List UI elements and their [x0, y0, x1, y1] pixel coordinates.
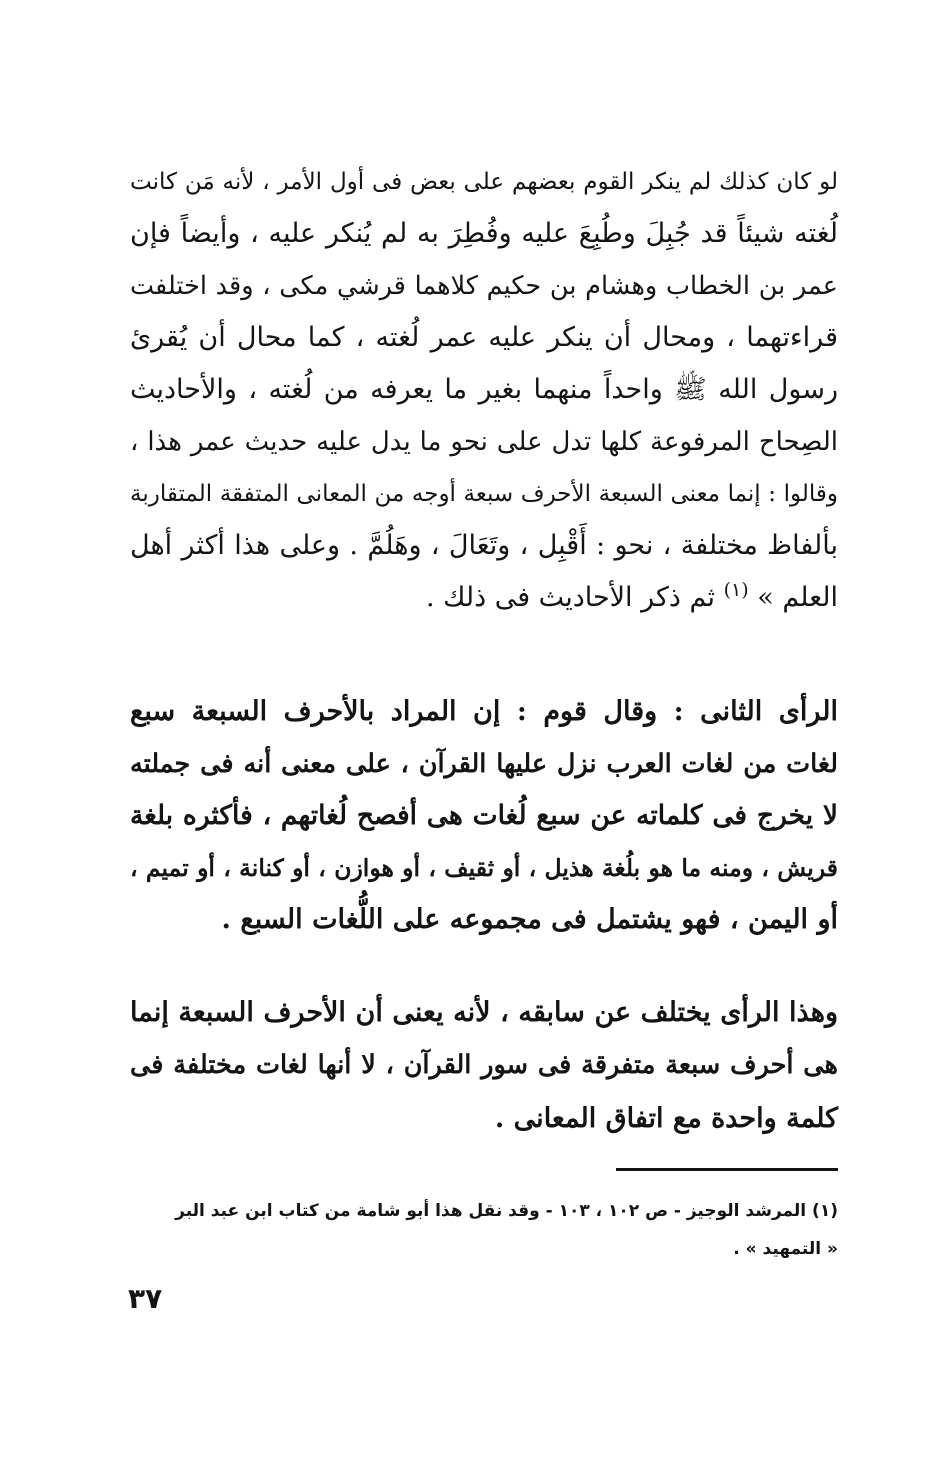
text-line: قريش ، ومنه ما هو بلُغة هذيل ، أو ثقيف ، أو هوازن ، أو كنانة ، أو تميم ، [130, 854, 838, 882]
text-fragment: العلم » [757, 582, 838, 613]
text-line: بألفاظ مختلفة ، نحو : أَقْبِل ، وتَعَالَ ، وهَلُمَّ . وعلى هذا أكثر أهل [130, 530, 838, 561]
text-line: الرأى الثانى : وقال قوم : إن المراد بالأحرف السبعة سبع [130, 696, 838, 727]
footnote-line: « التمهيد » . [733, 1239, 838, 1259]
text-line: رسول الله ﷺ واحداً منهما بغير ما يعرفه من لُغته ، والأحاديث [130, 374, 838, 405]
text-line: قراءتهما ، ومحال أن ينكر عليه عمر لُغته ، كما محال أن يُقرئ [130, 322, 838, 353]
page-number: ٣٧ [128, 1282, 163, 1315]
text-line-last [130, 572, 838, 624]
paragraph-2 [130, 686, 838, 946]
text-fragment: ثم ذكر الأحاديث فى ذلك . [425, 582, 715, 613]
paragraph-1 [130, 156, 838, 624]
footnote-reference: (١) [723, 579, 749, 601]
text-line: وقالوا : إنما معنى السبعة الأحرف سبعة أوجه من المعانى المتفقة المتقاربة [130, 481, 838, 507]
text-line: لو كان كذلك لم ينكر القوم بعضهم على بعض فى أول الأمر ، لأنه مَن كانت [130, 169, 838, 195]
text-line: الصِحاح المرفوعة كلها تدل على نحو ما يدل عليه حديث عمر هذا ، [130, 427, 838, 457]
text-line-last: أو اليمن ، فهو يشتمل فى مجموعه على اللُّغات السبع . [221, 904, 838, 935]
text-line: لا يخرج فى كلماته عن سبع لُغات هى أفصح لُغاتهم ، فأكثره بلغة [130, 800, 838, 831]
footnote-line: (١) المرشد الوجيز - ص ١٠٢ ، ١٠٣ - وقد نقل هذا أبو شامة من كتاب ابن عبد البر [175, 1201, 838, 1221]
footnote-separator [616, 1168, 838, 1171]
text-line: عمر بن الخطاب وهشام بن حكيم كلاهما قرشي مكى ، وقد اختلفت [130, 271, 838, 301]
paragraph-3 [130, 986, 838, 1145]
text-line-last: كلمة واحدة مع اتفاق المعانى . [494, 1103, 838, 1134]
text-line: لغات من لغات العرب نزل عليها القرآن ، على معنى أنه فى جملته [130, 749, 838, 779]
text-line: هى أحرف سبعة متفرقة فى سور القرآن ، لا أنها لغات مختلفة فى [130, 1050, 838, 1080]
text-line: وهذا الرأى يختلف عن سابقه ، لأنه يعنى أن الأحرف السبعة إنما [130, 997, 838, 1028]
footnote [130, 1192, 838, 1268]
text-line: لُغته شيئاً قد جُبِلَ وطُبِعَ عليه وفُطِرَ به لم يُنكر عليه ، وأيضاً فإن [130, 218, 838, 249]
